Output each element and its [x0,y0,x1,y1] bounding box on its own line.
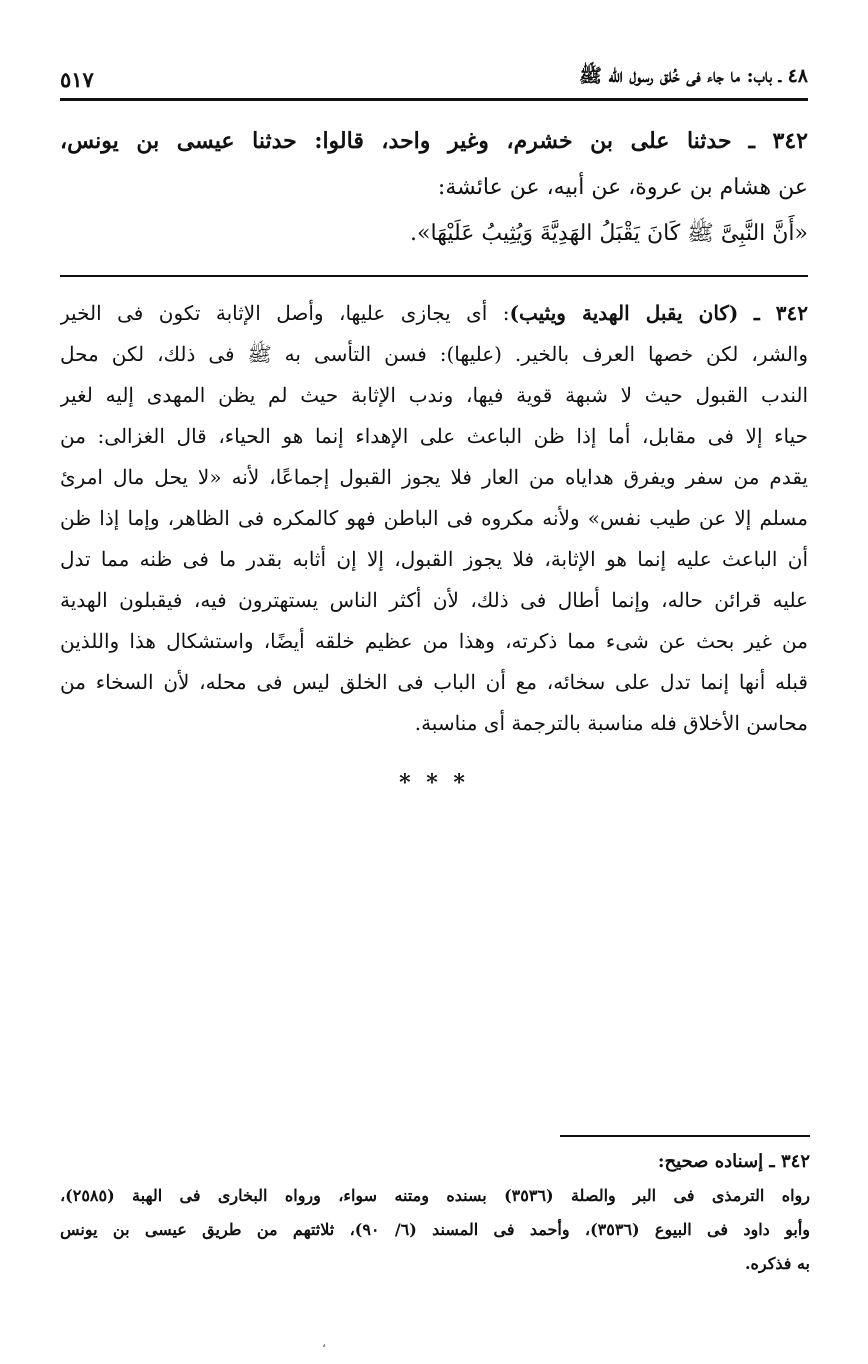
commentary-line: قبله أنها إنما تدل على سخائه، مع أن الباب فى الخلق ليس فى محله، لأن السخاء من [60,670,808,694]
hadith-matn: «أَنَّ النَّبِىَّ ﷺ كَانَ يَقْبَلُ الهَدِيَّةَ وَيُثِيبُ عَلَيْهَا». [410,221,808,246]
commentary-number: ٣٤٢ ـ [753,301,808,325]
hadith-number: ٣٤٢ ـ [748,128,808,154]
running-title: ٤٨ ـ باب: ما جاء فى خُلق رسول الله ﷺ [578,65,808,87]
footnote [60,1145,810,1281]
commentary-line: مسلم إلا عن طيب نفس» ولأنه مكروه فى الباطن فهو كالمكره فى الظاهر، وإما إذا ظن [60,506,808,530]
commentary [60,293,808,744]
hadith-chain-first: حدثنا على بن خشرم، وغير واحد، قالوا: حدثنا عيسى بن يونس، [60,128,732,154]
hadith-line-1 [60,118,808,165]
commentary-line: حياء إلا فى مقابل، أما إذا ظن الباعث على الإهداء إنما هو الحياء، قال الغزالى: من [60,424,808,448]
commentary-line: أن الباعث عليه إنما هو الإثابة، فلا يجوز القبول، إلا إن أثابه بقدر ما فى ظنه مما تدل [60,547,808,571]
hadith-line-2: عن هشام بن عروة، عن أبيه، عن عائشة: [437,175,808,200]
footnote-rule [560,1135,810,1137]
footnote-line: به فذكره. [744,1254,810,1273]
page-header [60,58,808,92]
commentary-heading: (كان يقبل الهدية ويثيب) [509,301,739,325]
section-rule [60,275,808,277]
footnote-line: رواه الترمذى فى البر والصلة (٣٥٣٦) بسنده ومتنه سواء، ورواه البخارى فى الهبة (٢٥٨٥)، [60,1186,810,1205]
section-separator: * * * [399,770,469,796]
footnote-heading: ٣٤٢ ـ إسناده صحيح: [657,1151,810,1172]
stray-mark: ، [322,1336,326,1350]
hadith-text [60,118,808,257]
page-number: ٥١٧ [60,67,94,92]
commentary-line-1 [60,293,808,334]
commentary-line: يقدم من سفر ويفرق هداياه من العار فلا يجوز القبول إجماعًا، لأنه «لا يحل مال امرئ [60,465,808,489]
header-rule [60,98,808,101]
commentary-line-1-text: : أى يجازى عليها، وأصل الإثابة تكون فى الخير [60,301,510,325]
footnote-line: وأبو داود فى البيوع (٣٥٣٦)، وأحمد فى المسند (٦/ ٩٠)، ثلاثتهم من طريق عيسى بن يونس [60,1220,810,1239]
commentary-line: عليه قرائن حاله، وإنما أطال فى ذلك، لأن أكثر الناس يستهترون فيه، فيقبلون الهدية [60,588,808,612]
commentary-line: محاسن الأخلاق فله مناسبة بالترجمة أى مناسبة. [414,711,808,735]
commentary-line: والشر، لكن خصها العرف بالخير. (عليها): فسن التأسى به ﷺ فى ذلك، لكن محل [60,342,808,366]
commentary-line: الندب القبول حيث لا شبهة قوية فيها، وندب الإثابة حيث لم يظن المهدى إليه لغير [60,383,808,407]
commentary-line: من غير بحث عن شىء مما ذكرته، وهذا من عظيم خلقه أيضًا، واستشكال هذا واللذين [60,629,808,653]
